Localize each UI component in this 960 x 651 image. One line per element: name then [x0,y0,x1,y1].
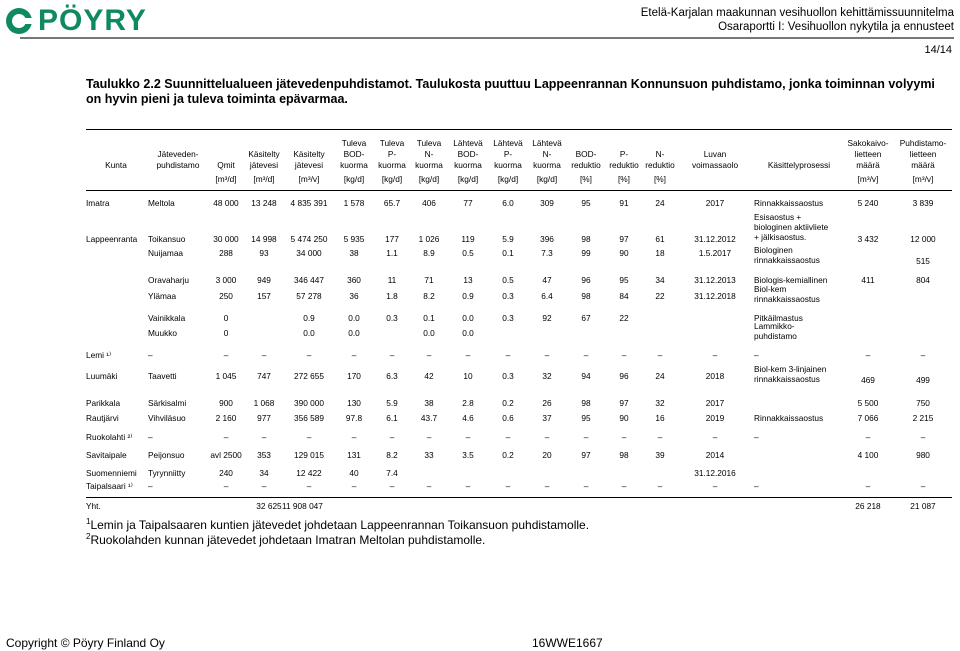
row-puhdistamo: 2 215 [912,413,934,423]
row-value: 900 [219,398,233,408]
row-value: 353 [257,450,271,460]
row-value: 90 [619,413,629,423]
header-cell: Puhdistamo- lietteen määrä [899,138,947,170]
row-value: 0.5 [502,275,514,285]
row-value: 0.2 [502,398,514,408]
header-cell: BOD- reduktio [571,149,601,170]
row-puhdistamo: 515 [916,256,930,266]
row-value: 93 [259,248,269,258]
row-plant: – [148,350,153,360]
row-value: 1 068 [253,398,275,408]
row-value: 42 [424,371,434,381]
row-value: 5.9 [502,234,514,244]
row-value: 390 000 [294,398,324,408]
row-value: – [389,432,395,442]
header-cell: Sakokaivo- lietteen määrä [847,138,889,170]
header-cell: Käsitelty jätevesi [293,149,325,170]
unit-cell: [%] [618,174,630,184]
row-sakokaivo: – [865,432,871,442]
row-value: 84 [619,291,629,301]
row-value: 13 248 [251,198,277,208]
header-cell: Kunta [105,160,127,170]
header-subtitle: Osaraportti I: Vesihuollon nykytila ja ennusteet [718,21,954,33]
row-value: 0.3 [502,291,514,301]
row-value: – [351,350,357,360]
row-value: 0.1 [423,313,435,323]
row-value: 0 [223,328,229,338]
row-value: 92 [542,313,552,323]
row-sakokaivo: 469 [861,375,875,385]
row-value: 48 000 [213,198,239,208]
row-value: – [657,432,663,442]
row-value: 170 [347,371,361,381]
row-value: 34 [259,468,269,478]
row-process: Biologis-kemiallinen [754,275,828,285]
row-value: 38 [424,398,434,408]
row-value: 949 [257,275,271,285]
row-value: 31.12.2013 [694,275,736,285]
row-value: – [351,432,357,442]
row-value: – [426,350,432,360]
row-value: – [621,432,627,442]
poyry-logo-icon [4,6,34,36]
row-value: 97 [581,450,591,460]
row-kunta: Taipalsaari ¹⁾ [86,481,133,491]
total-value: 32 625 [256,501,282,511]
row-value: 6.3 [386,371,398,381]
row-value: – [621,481,627,491]
row-value: 16 [655,413,665,423]
row-value: 747 [257,371,271,381]
row-value: 250 [219,291,233,301]
row-plant: Meltola [148,198,175,208]
row-value: 33 [424,450,434,460]
row-value: 95 [581,198,591,208]
row-value: 1.8 [386,291,398,301]
row-puhdistamo: 3 839 [912,198,934,208]
row-value: 98 [619,450,629,460]
row-value: – [389,350,395,360]
row-plant: – [148,481,153,491]
unit-cell: [m³/d] [253,174,275,184]
row-value: 39 [655,450,665,460]
row-kunta: Ruokolahti ²⁾ [86,432,133,442]
row-value: 97.8 [345,413,363,423]
row-value: 34 [655,275,665,285]
row-value: – [465,350,471,360]
row-value: 0.0 [462,313,474,323]
row-value: 99 [581,248,591,258]
row-value: 98 [581,291,591,301]
row-value: 0 [223,313,229,323]
total-sakokaivo: 26 218 [855,501,881,511]
row-value: – [351,481,357,491]
page-number: 14/14 [924,44,952,56]
row-kunta: Luumäki [86,371,118,381]
row-value: 0.0 [303,328,315,338]
document-header [641,6,954,34]
row-value: 0.0 [423,328,435,338]
row-value: 13 [463,275,473,285]
row-value: 2017 [705,198,725,208]
row-value: 31.12.2018 [694,291,736,301]
row-process: Rinnakkaissaostus [754,413,824,423]
row-value: 5 935 [343,234,365,244]
row-value: 2019 [705,413,725,423]
row-value: 2017 [705,398,725,408]
row-kunta: Parikkala [86,398,121,408]
row-process: Pitkäilmastus [754,313,803,323]
row-value: 2018 [705,371,725,381]
row-value: – [465,481,471,491]
row-value: 31.12.2016 [694,468,736,478]
row-value: 0.9 [303,313,315,323]
row-value: 6.0 [502,198,514,208]
header-cell: Qmit [217,160,235,170]
footnote-mark: 2 [86,532,91,541]
row-value: 98 [581,398,591,408]
row-value: – [426,432,432,442]
row-value: 22 [655,291,665,301]
row-value: 0.9 [462,291,474,301]
row-value: 95 [619,275,629,285]
row-plant: Nuijamaa [148,248,184,258]
header-cell: P- reduktio [609,149,639,170]
row-value: 71 [424,275,434,285]
row-value: – [426,481,432,491]
row-value: 91 [619,198,629,208]
row-value: 6.4 [541,291,553,301]
row-value: 4 835 391 [290,198,328,208]
row-value: 96 [619,371,629,381]
row-value: – [261,432,267,442]
row-value: – [505,350,511,360]
row-value: 43.7 [420,413,438,423]
row-plant: – [148,432,153,442]
row-value: 0.5 [462,248,474,258]
row-sakokaivo: 411 [861,275,875,285]
header-divider [20,37,954,39]
row-value: – [712,350,718,360]
header-title: Etelä-Karjalan maakunnan vesihuollon kehittämissuunnitelma [640,7,954,19]
row-value: – [306,432,312,442]
table-caption: Taulukko 2.2 Suunnittelualueen jätevedenpuhdistamot. Taulukosta puuttuu Lappeenrannan Konnunsuon puhdistamo, jonka toiminnan volyymi on hyvin pieni ja tuleva toiminta epävarmaa. [86,77,935,106]
row-value: 1 045 [215,371,237,381]
row-value: 346 447 [294,275,324,285]
row-value: 0.0 [348,328,360,338]
row-process: Biol-kem rinnakkaissaostus [754,284,820,304]
row-value: 97 [619,398,629,408]
header-cell: Jäteveden- puhdistamo [156,149,200,170]
row-value: 977 [257,413,271,423]
row-plant: Ylämaa [148,291,177,301]
row-value: 7.3 [541,248,553,258]
row-value: 32 [542,371,552,381]
row-value: – [583,350,589,360]
row-value: 67 [581,313,591,323]
row-process: – [754,350,759,360]
row-sakokaivo: 4 100 [857,450,879,460]
row-value: – [544,481,550,491]
row-value: 0.1 [502,248,514,258]
row-value: – [505,432,511,442]
table-top-rule [86,129,952,130]
header-cell: Lähtevä BOD- kuorma [453,138,483,170]
row-sakokaivo: – [865,481,871,491]
row-value: 94 [581,371,591,381]
header-cell: Lähtevä N- kuorma [532,138,562,170]
row-value: 0.3 [502,313,514,323]
row-value: – [306,350,312,360]
row-puhdistamo: – [920,481,926,491]
row-value: 119 [461,234,475,244]
row-value: 98 [581,234,591,244]
row-value: 0.0 [348,313,360,323]
row-value: 309 [540,198,554,208]
row-value: 2014 [705,450,725,460]
row-value: 57 278 [296,291,322,301]
row-value: 22 [619,313,629,323]
row-value: – [583,432,589,442]
row-plant: Vainikkala [148,313,186,323]
row-value: 47 [542,275,552,285]
row-kunta: Imatra [86,198,110,208]
row-value: 8.9 [423,248,435,258]
header-cell: Tuleva N- kuorma [415,138,443,170]
row-kunta: Rautjärvi [86,413,119,423]
row-puhdistamo: – [920,350,926,360]
row-plant: Tyrynniitty [148,468,186,478]
row-value: 18 [655,248,665,258]
row-puhdistamo: 750 [916,398,930,408]
row-value: 10 [463,371,473,381]
row-value: 65.7 [383,198,401,208]
unit-cell: [m³/d] [215,174,237,184]
row-value: 30 000 [213,234,239,244]
row-value: 32 [655,398,665,408]
row-puhdistamo: 804 [916,275,930,285]
row-value: 1.5.2017 [698,248,732,258]
row-puhdistamo: 499 [916,375,930,385]
row-value: 96 [581,275,591,285]
row-kunta: Savitaipale [86,450,127,460]
row-value: 356 589 [294,413,324,423]
row-value: 1.1 [386,248,398,258]
row-value: 11 [387,275,397,285]
unit-cell: [%] [654,174,666,184]
row-value: 130 [347,398,361,408]
total-value: 11 908 047 [282,501,323,511]
row-value: – [261,350,267,360]
row-value: – [712,432,718,442]
row-puhdistamo: 980 [916,450,930,460]
row-value: 24 [655,198,665,208]
row-value: 3 000 [215,275,237,285]
row-value: avl 2500 [210,450,242,460]
row-sakokaivo: 7 066 [857,413,879,423]
header-cell: Käsitelty jätevesi [248,149,280,170]
row-kunta: Lemi ¹⁾ [86,350,112,360]
row-puhdistamo: 12 000 [910,234,936,244]
row-value: 157 [257,291,271,301]
row-value: 396 [540,234,554,244]
row-process: Esisaostus + biologinen aktiivliete + jälkisaostus. [754,212,829,242]
total-label: Yht. [86,501,101,511]
row-value: 0.6 [502,413,514,423]
unit-cell: [kg/d] [343,174,365,184]
row-plant: Oravaharju [148,275,190,285]
unit-cell: [m³/v] [298,174,320,184]
unit-cell: [kg/d] [381,174,403,184]
row-kunta: Suomenniemi [86,468,137,478]
row-value: – [657,350,663,360]
row-value: 0.3 [502,371,514,381]
row-value: 288 [219,248,233,258]
total-puhdistamo: 21 087 [910,501,936,511]
unit-cell: [%] [580,174,592,184]
row-value: 61 [655,234,665,244]
row-value: 0.2 [502,450,514,460]
row-process: Lammikko- puhdistamo [754,321,797,341]
row-value: 3.5 [462,450,474,460]
row-value: 34 000 [296,248,322,258]
unit-cell: [kg/d] [418,174,440,184]
header-cell: Käsittelyprosessi [767,160,831,170]
table-header-rule [86,190,952,191]
header-cell: Tuleva P- kuorma [378,138,406,170]
row-value: – [621,350,627,360]
row-plant: Taavetti [148,371,177,381]
table-total-rule [86,497,952,498]
row-kunta: Lappeenranta [86,234,138,244]
unit-cell: [m³/v] [857,174,879,184]
row-value: – [223,350,229,360]
row-plant: Muukko [148,328,178,338]
row-value: 24 [655,371,665,381]
row-value: 8.2 [423,291,435,301]
unit-cell: [kg/d] [536,174,558,184]
header-cell: Tuleva BOD- kuorma [340,138,368,170]
row-value: 12 422 [296,468,322,478]
row-value: – [306,481,312,491]
row-plant: Peijonsuo [148,450,185,460]
row-sakokaivo: – [865,350,871,360]
row-process: Biol-kem 3-linjainen rinnakkaissaostus [754,364,827,384]
row-value: – [389,481,395,491]
row-value: – [657,481,663,491]
row-value: 272 655 [294,371,324,381]
row-process: Biologinen rinnakkaissaostus [754,245,820,265]
row-value: 37 [542,413,552,423]
row-sakokaivo: 5 240 [857,198,879,208]
row-value: 2.8 [462,398,474,408]
row-value: 8.2 [386,450,398,460]
row-value: 131 [347,450,361,460]
row-value: 38 [349,248,359,258]
row-plant: Vihviläsuo [148,413,186,423]
row-value: 36 [349,291,359,301]
logo-wordmark: PÖYRY [38,4,147,37]
row-value: – [583,481,589,491]
footnote-mark: 1 [86,517,91,526]
row-value: 6.1 [386,413,398,423]
unit-cell: [m³/v] [912,174,934,184]
row-value: 129 015 [294,450,324,460]
row-value: – [465,432,471,442]
row-puhdistamo: – [920,432,926,442]
footnote-text: Ruokolahden kunnan jätevedet johdetaan Imatran Meltolan puhdistamolle. [90,533,486,547]
poyry-logo [4,4,147,38]
row-value: – [712,481,718,491]
row-value: 7.4 [386,468,398,478]
row-value: – [505,481,511,491]
row-value: 14 998 [251,234,277,244]
row-value: – [223,432,229,442]
row-plant: Särkisalmi [148,398,187,408]
row-value: 406 [422,198,436,208]
row-value: – [544,432,550,442]
row-value: 1 578 [343,198,365,208]
row-value: – [261,481,267,491]
header-cell: Luvan voimassaolo [691,149,739,170]
document-code: 16WWE1667 [532,636,603,650]
copyright: Copyright © Pöyry Finland Oy [6,636,165,650]
row-value: 5 474 250 [290,234,328,244]
row-value: 77 [463,198,473,208]
header-cell: N- reduktio [645,149,675,170]
row-value: 97 [619,234,629,244]
row-value: 2 160 [215,413,237,423]
row-sakokaivo: 3 432 [857,234,879,244]
row-value: 1 026 [418,234,440,244]
row-value: – [223,481,229,491]
row-value: 360 [347,275,361,285]
row-value: 20 [542,450,552,460]
unit-cell: [kg/d] [497,174,519,184]
row-process: – [754,481,759,491]
row-process: Rinnakkaissaostus [754,198,824,208]
row-value: 4.6 [462,413,474,423]
header-cell: Lähtevä P- kuorma [493,138,523,170]
footnote-2 [86,530,485,547]
row-value: – [544,350,550,360]
row-value: 40 [349,468,359,478]
row-value: 90 [619,248,629,258]
row-value: 31.12.2012 [694,234,736,244]
row-value: 5.9 [386,398,398,408]
row-sakokaivo: 5 500 [857,398,879,408]
row-value: 177 [385,234,399,244]
footnote-text: Lemin ja Taipalsaaren kuntien jätevedet johdetaan Lappeenrannan Toikansuon puhdistamolle. [90,518,590,532]
row-value: 26 [542,398,552,408]
unit-cell: [kg/d] [457,174,479,184]
row-value: 95 [581,413,591,423]
row-plant: Toikansuo [148,234,186,244]
row-value: 0.0 [462,328,474,338]
row-value: 0.3 [386,313,398,323]
row-process: – [754,432,759,442]
row-value: 240 [219,468,233,478]
